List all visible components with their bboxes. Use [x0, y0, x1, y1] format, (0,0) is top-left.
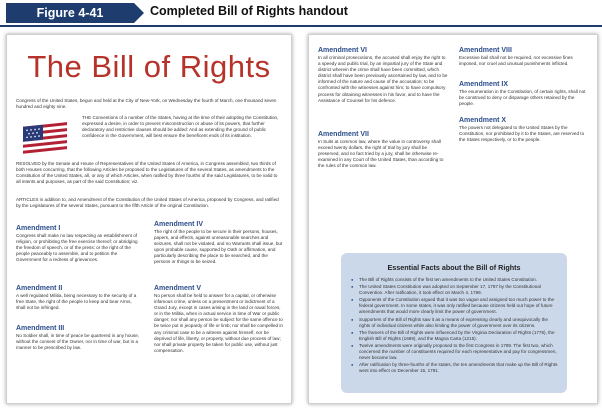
amendment-10 — [459, 117, 587, 143]
resolved-text: RESOLVED by the Senate and House of Representatives of the United States of America, in Congress assembled, two thirds of both Houses concurring, that the following Articles be proposed to the Legislatures of the several States, as amendments to the Constitution of the United States, all, or any of which Articles, when ratified by three fourths of the said Legislatures, to be valid to all intents and purposes, as part of the said Constitution; viz. — [16, 161, 278, 185]
amendment-heading: Amendment III — [16, 325, 65, 332]
amendment-1 — [16, 225, 142, 263]
amendment-heading: Amendment VI — [318, 47, 368, 54]
amendment-heading: Amendment VIII — [459, 47, 512, 54]
amendment-text: Excessive bail shall not be required, nor excessive fines imposed, nor cruel and unusual punishments inflicted. — [459, 55, 573, 67]
fact-item: ● The United States Constitution was adopted on September 17, 1787 by the Constitutional Convention. After ratification, it took effect on March 4, 1789. — [351, 284, 559, 296]
amendment-text: Congress shall make no law respecting an establishment of religion, or prohibiting the free exercise thereof; or abridging the freedom of speech, or of the press; or the right of the people peaceably to assemble, and to petition the Government for a redress of grievances. — [16, 233, 138, 263]
bill-of-rights-title: The Bill of Rights — [27, 49, 271, 84]
amendment-text: A well regulated Militia, being necessary to the security of a free State, the right of the people to keep and bear Arms, shall not be infringed. — [16, 293, 137, 311]
amendment-heading: Amendment I — [16, 225, 61, 232]
amendment-heading: Amendment V — [154, 285, 202, 292]
amendment-8 — [459, 47, 587, 67]
amendment-heading: Amendment VII — [318, 131, 369, 138]
preamble-text: THE Conventions of a number of the States, having at the time of their adopting the Constitution, expressed a desire, in order to prevent misconstruction or abuse of its powers, that further declaratory and restrictive clauses should be added: And as extending the ground of public confidence in the Government, will best ensure the beneficent ends of its institution. — [82, 115, 279, 139]
figure-header — [0, 0, 602, 26]
amendment-heading: Amendment IX — [459, 81, 509, 88]
amendment-2 — [16, 285, 142, 311]
header-divider — [0, 25, 602, 27]
amendment-text: In all criminal prosecutions, the accused shall enjoy the right to a speedy and public trial, by an impartial jury of the State and district wherein the crime shall have been committed, which district shall have been previously ascertained by law, and to be informed of the nature and cause of the accusation; to be confronted with the witnesses against him; to have compulsory process for obtaining witnesses in his favor, and to have the Assistance of Counsel for his defence. — [318, 55, 448, 103]
amendment-text: In Suits at common law, where the value in controversy shall exceed twenty dollars, the right of trial by jury shall be preserved, and no fact tried by a jury, shall be otherwise re-examined in any Court of the United States, than according to the rules of the common law. — [318, 139, 444, 169]
amendment-5 — [154, 285, 284, 354]
figure-caption: Completed Bill of Rights handout — [150, 4, 348, 18]
amendment-7 — [318, 131, 448, 169]
amendment-text: No Soldier shall, in time of peace be quartered in any house, without the consent of the Owner, nor in time of war, but in a manner to be prescribed by law. — [16, 333, 140, 351]
handout-page-left — [6, 34, 292, 404]
fact-item: ● The framers of the Bill of Rights were influenced by the Virginia Declaration of Rights (1776), the English Bill of Rights (1689), and the Magna Carta (1215). — [351, 330, 559, 342]
handout-page-right — [308, 34, 598, 404]
fact-item: ● The Bill of Rights consists of the first ten amendments to the United States Constitution. — [351, 277, 559, 283]
figure-label: Figure 4-41 — [6, 3, 134, 23]
amendment-3 — [16, 325, 142, 351]
fact-item: ● Twelve amendments were originally proposed to the first Congress in 1789. The first two, which concerned the number of constituents required for each representative and pay for congressmen, never became law. — [351, 343, 559, 361]
amendment-9 — [459, 81, 587, 107]
amendment-heading: Amendment II — [16, 285, 63, 292]
amendment-text: No person shall be held to answer for a capital, or otherwise infamous crime, unless on a presentment or indictment of a Grand Jury, except in cases arising in the land or naval forces, or in the Militia, when in actual service in time of War or public danger; nor shall any person be subject for the same offence to be twice put in jeopardy of life or limb; nor shall be compelled in any criminal case to be a witness against himself, nor be deprived of life, liberty, or property, without due process of law; nor shall private property be taken for public use, without just compensation. — [154, 293, 283, 353]
fact-item: ● After ratification by three-fourths of the states, the ten amendments that make up the Bill of Rights went into effect on December 15, 1791. — [351, 362, 559, 374]
figure-label-arrow — [134, 3, 144, 23]
amendment-text: The enumeration in the Constitution, of certain rights, shall not be construed to deny or disparage others retained by the people. — [459, 89, 586, 107]
amendment-heading: Amendment X — [459, 117, 507, 124]
preamble-section — [16, 115, 282, 195]
amendment-heading: Amendment IV — [154, 221, 204, 228]
amendment-4 — [154, 221, 284, 266]
amendment-text: The right of the people to be secure in their persons, houses, papers, and effects, against unreasonable searches and seizures, shall not be violated, and no Warrants shall issue, but upon probable cause, supported by Oath or affirmation, and particularly describing the place to be searched, and the persons or things to be seized. — [154, 229, 283, 265]
fact-item: ● Supporters of the Bill of Rights saw it as a means of expressing clearly and unequivocally the rights of individual citizens while also limiting the power of government over its citizens. — [351, 317, 559, 329]
articles-text: ARTICLES in addition to, and Amendment of the Constitution of the United States of America, proposed by Congress, and ratified by the Legislatures of the several States, pursuant to the fifth Article of the original Constitution. — [16, 197, 279, 209]
amendment-text: The powers not delegated to the United States by the Constitution, nor prohibited by it to the States, are reserved to the States respectively, or to the people. — [459, 125, 585, 143]
congress-intro: Congress of the United States, begun and held at the City of New-York, on Wednesday the fourth of March, one thousand seven hundred and eighty nine. — [16, 98, 277, 110]
essential-facts-box — [341, 253, 567, 393]
amendment-6 — [318, 47, 448, 104]
essential-facts-list — [351, 277, 559, 375]
fact-item: ● Opponents of the Constitution argued that it was too vague and assigned too much power to the federal government. In some states, it was only ratified because citizens held out hope of future amendments that would more clearly limit the power of government. — [351, 297, 559, 315]
essential-facts-title: Essential Facts about the Bill of Rights — [387, 263, 521, 272]
